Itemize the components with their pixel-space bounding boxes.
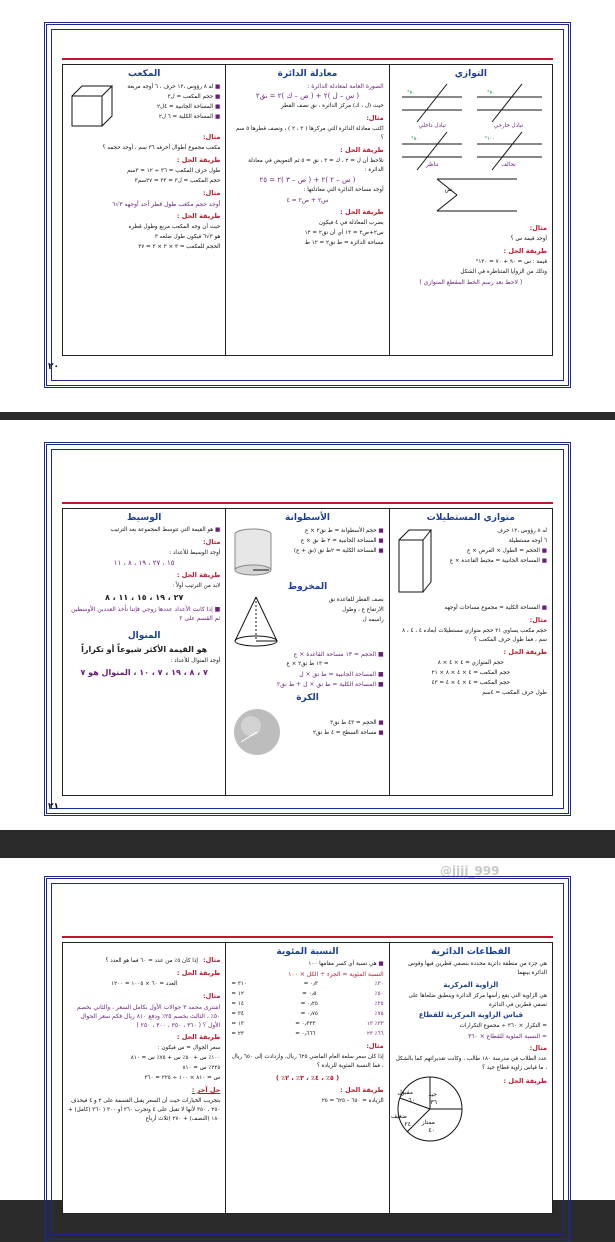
cone-figure: [231, 595, 281, 649]
property-line: ■ المساحة الكلية = ٦ ل٢: [116, 113, 220, 122]
property-line: ■ المساحة الجانبية = ط نق × ل: [231, 670, 383, 679]
example-text: عدد الطلاب في مدرسة ١٨٠ طالب ، وكانت تقديراتهم كما بالشكل ، ما قياس زاوية قطاع جيد ؟: [395, 1056, 547, 1071]
page-21: [0, 420, 615, 830]
example-text: إذا كان ٥٪ من عدد = ٦٠ فما هو العدد ؟: [105, 958, 198, 964]
page-number: ٢١: [48, 802, 59, 812]
definition: ■ هي نسبة أي كسر مقامها ١٠٠: [231, 960, 383, 969]
percent-row: [231, 990, 383, 999]
pie-label: مقبول: [397, 1089, 413, 1096]
svg-text:٧٠°: ٧٠°: [487, 90, 495, 96]
solution-label: طريقة الحل :: [176, 969, 221, 977]
example-text: اشترى محمد ٣ جوالات الأول بكامل السعر ، والثاني بخصم ٥٠٪ ، الثالث بخصم ٢٥٪ ودفع ٨١٠ ريال فكم سعر الجوال الأول ؟ ( ٣٦٠ ، ٣٥٠ ، ٣٠٠ ، ٢٥٠ ): [76, 1004, 221, 1029]
solution-line: حجم المكعب = ٤ × ٤ × ٨ × ٢١: [431, 670, 511, 676]
property-line: ■ الحجم = ١٣ مساحة القاعدة × ع: [231, 650, 383, 659]
example-label: مثال:: [202, 189, 221, 197]
mode-answer: ٧ ، ٨ ، ١٩ ، ٧ ، ١٠ ، المنوال هو ٧: [80, 668, 208, 677]
property-line: ■ مساحة السطح = ٤ ط نق٢: [283, 729, 383, 738]
total-area: ■ المساحة الكلية = مجموع مساحات أوجهه: [395, 604, 547, 613]
content-grid: [62, 64, 553, 356]
percent-cell: ١٤ =: [231, 1001, 244, 1007]
solution-line: لابد من الترتيب أولاً :: [172, 583, 221, 589]
solids-section: [225, 509, 388, 795]
percent-cell: ٥٠٪: [374, 991, 384, 997]
example-label: مثال:: [366, 114, 384, 122]
percent-cell: ١٢ =: [231, 991, 244, 997]
cube-section: [63, 65, 225, 355]
example-label: مثال:: [529, 1044, 547, 1052]
section-title: معادلة الدائرة: [277, 69, 338, 79]
definition: هي الزاوية التي يقع رأسها مركز الدائرة وينطبق ضلعاها على نصفي قطرين في الدائرة: [408, 993, 547, 1008]
example-text: إذا كان سعر سلعة العام الماضي ٦٢٥ ريال، وازدادت إلى ٦٥٠ ريال ، فما النسبة المئوية للزيادة ؟: [232, 1054, 384, 1069]
solution-line: ٢٢٥٪ س = ٨١٠: [182, 1065, 221, 1071]
options: ( ٥٪ ، ٤٪ ، ٣٪ ، ٢٪ ): [275, 1074, 340, 1082]
measure-title: قياس الزاوية المركزية للقطاع: [418, 1011, 523, 1019]
prism-figure: [395, 526, 435, 596]
example-label: مثال:: [529, 616, 547, 624]
solution-line: ١٠٠٪ س + ٥٠٪ س + ٧٥٪ س = ٨١٠: [130, 1055, 221, 1061]
example-text: أوجد المنوال للأعداد :: [170, 658, 221, 664]
solution-line: العدد = ٦٠ × ١٠٠٥ = ١٢٠٠: [111, 981, 178, 987]
solution-line: نلاحظ أن ل = ٢ ، ك = ٣ ، نق = ٥ ثم التعويض في معادلة الدائرة :: [248, 158, 384, 173]
example-label: مثال:: [202, 956, 221, 964]
example-text: أوجد حجم مكعب طول قطر أحد أوجهه ٣√٦: [112, 201, 221, 208]
mode-title: المنوال: [127, 631, 161, 641]
pie-label: ممتاز: [421, 1119, 435, 1126]
solution-label: طريقة الحل :: [176, 212, 221, 220]
percent-cell: ٢٥٪: [374, 1001, 384, 1007]
sectors-section: [389, 943, 552, 1213]
solution-line: هو ٣√٦ فيكون طول ضلعه ٣: [154, 234, 221, 240]
solution-line: بضرب المعادلة في ٤ فيكون: [318, 220, 384, 226]
percent-cell: ٣٤ =: [231, 1011, 244, 1017]
percent-cell: ٦٦٪ ٢٣: [366, 1031, 384, 1037]
property-line: ■ الحجم = ٤٣ ط نق٣: [283, 719, 383, 728]
prism-section: [389, 509, 552, 795]
percent-cell: ٠٫٢٥ =: [300, 1001, 318, 1007]
equation: س٢ + ص٢ = ٤: [286, 197, 329, 204]
example-text: أوجد قيمة س ؟: [510, 236, 547, 242]
circle-equation-section: [225, 65, 388, 355]
pie-value: ٦٠: [408, 1097, 415, 1104]
section-title: المكعب: [128, 69, 161, 79]
page-22: [0, 858, 615, 1200]
example-text: مكعب مجموع أطوال أحرفه ٣٦ سم ، أوجد حجمه ؟: [102, 145, 221, 151]
page-20: [0, 0, 615, 412]
percent-cell: ٠٫٣٣٣ =: [295, 1021, 316, 1027]
note-text: ■ إذا كانت الأعداد عددها زوجي فإننا نأخذ العددين الأوسطين ثم القسم على ٢: [68, 605, 220, 623]
svg-text:١٠٠°: ١٠٠°: [484, 136, 495, 142]
pie-value: ٣٦: [430, 1099, 437, 1106]
percent-cell: ٧٥٪: [374, 1011, 384, 1017]
solution-line: س٢+ص٢ = ١٢ أي أن نق٢ = ١٢: [304, 230, 384, 236]
example-label: مثال:: [202, 538, 221, 546]
percent-section: [225, 943, 388, 1213]
section-title: الوسيط: [127, 513, 162, 523]
property-line: ■ المساحة الكلية = ط نق × ل + ط نق٢: [231, 680, 383, 689]
percent-cell: ٣٠٪: [374, 981, 384, 987]
property-line: ■ المساحة الجانبية = ٤ل٢: [116, 103, 220, 112]
percent-cell: ٠٫٦٦٦ =: [295, 1031, 316, 1037]
property-line: له ٨ رؤوس ،١٢ حرف: [497, 528, 547, 534]
solution-line: حجم المتوازي = ٤ × ٤ × ٨: [437, 660, 504, 666]
pie-label: ضعيف: [390, 1113, 407, 1120]
content-grid: [62, 942, 553, 1214]
solution-label: طريقة الحل :: [340, 1086, 384, 1094]
central-angle-title: الزاوية المركزية: [443, 981, 499, 989]
pie-value: ٢٤: [404, 1121, 411, 1128]
median-section: [63, 509, 225, 795]
page-number: ٢٠: [48, 362, 59, 372]
solution-line: الزيادة = ٦٥٠ – ٦٢٥ = ٢٥: [321, 1098, 384, 1104]
solution-line: ٢٧ ، ١٩ ، ١٥ ، ١١ ، ٨: [104, 593, 184, 602]
solution-label: طريقة الحل :: [340, 208, 384, 216]
equation: ( س – ل )٢ + ( ص – ك )٢ = نق٢: [255, 92, 360, 100]
definition: ■ هو القيمة التي تتوسط المجموعة بعد الترتيب: [68, 526, 220, 535]
property-line: ■ المساحة الكلية = ٢ط نق (نق + ع): [275, 547, 383, 556]
section-title: متوازي المستطيلات: [426, 513, 515, 523]
solution-line: قيمة : س = ٩٠ + ٧٠ = ١٣٠°: [475, 259, 547, 265]
example-text: حجم مكعب يساوي ٢١ حجم متوازي مستطيلات أبعاده ٤ ، ٤ ، ٨ سم ، فما طول حرف المكعب ؟: [402, 628, 547, 643]
property-line: الارتفاع ع ، وطول: [342, 607, 384, 613]
property-line: ٦ أوجه مستطيلة: [508, 538, 547, 544]
property-line: = ١٣ ط نق٢ × ع: [286, 661, 329, 667]
header-rule: [62, 502, 553, 504]
solution-line: حيث أن وجه المكعب مربع وطول قطره: [128, 224, 221, 230]
alt-solution: بتجريب الخيارات حيث أن السعر يقبل القسمة على ٢ و ٤ فيحذف ٢٥٠ ، ٣٥٠ لأنها لا تقبل على ٤ وتجرب ٣٦٠ أو ٣٠٠ ( ٣٦٠ (كامل) + ١٨٠ (النصف) + ٢٧٠ (ثلاث أرباع: [68, 1098, 221, 1122]
pie-value: ٤٠: [428, 1127, 435, 1134]
percent-row: [231, 1010, 383, 1019]
info-line: الصورة العامة لمعادلة الدائرة :: [307, 83, 384, 90]
solution-line: الحجم للمكعب = ٣ × ٣ × ٣ = ٢٧: [138, 244, 221, 250]
example-text: أوجد الوسيط للأعداد :: [169, 550, 221, 556]
solution-line: طول حرف المكعب = ٣٦ ÷ ١٢ = ٣سم: [127, 168, 221, 174]
example-label: مثال:: [529, 224, 547, 232]
percent-table: [231, 980, 383, 1039]
percent-row: [231, 1020, 383, 1029]
solution-line: وذلك من الزوايا المتناظرة في الشكل: [460, 269, 547, 275]
solution-label: طريقة الحل :: [176, 1033, 221, 1041]
property-line: ■ المساحة الجانبية = محيط القاعدة × ع: [435, 557, 547, 566]
svg-text:٨٠°: ٨٠°: [411, 136, 419, 142]
percent-examples-section: [63, 943, 225, 1213]
cone-title: المخروط: [287, 582, 328, 592]
example-label: مثال:: [366, 1042, 384, 1050]
percent-cell: ٢٣ =: [231, 1031, 244, 1037]
sphere-figure: [231, 706, 283, 758]
formula: = النسبة المئوية للقطاع × ٣٦٠: [468, 1033, 547, 1040]
formula: = التكرار × ٣٦٠ ÷ مجموع التكرارات: [459, 1023, 547, 1029]
property-line: ■ له ٨ رؤوس ،١٢ حرف ، ٦ أوجه مربعة: [116, 83, 220, 92]
solution-line: ( س – ٢ )٢ + ( ص – ٣ )٢ = ٢٥: [259, 176, 356, 184]
property-line: ■ الحجم = الطول × العرض × ع: [435, 547, 547, 556]
property-line: نصف القطر للقاعدة نق: [328, 597, 384, 603]
angle-example-diagram: [397, 171, 547, 221]
percent-cell: ٣١٠ =: [231, 981, 247, 987]
content-grid: [62, 508, 553, 796]
solution-line: مساحة الدائرة = ط نق٢ = ١٢ ط: [304, 240, 384, 246]
section-title: الأسطوانة: [285, 513, 330, 523]
solution-label: طريقة الحل :: [503, 648, 547, 656]
percent-row: [231, 1000, 383, 1009]
definition: هي جزء من منطقة دائرية محددة بنصفي قطرين فيها وقوس الدائرة بينهما: [408, 961, 547, 976]
alt-ext-label: تبادل خارجي: [493, 123, 524, 129]
solution-label: طريقة الحل :: [176, 571, 221, 579]
header-rule: [62, 58, 553, 60]
section-title: القطاعات الدائرية: [431, 947, 511, 957]
solution-label: طريقة الحل :: [503, 247, 547, 255]
solution-label: طريقة الحل :: [340, 146, 384, 154]
watermark: @jjjj_999: [440, 864, 500, 878]
example-label: مثال:: [202, 133, 221, 141]
property-line: ■ المساحة الجانبية = ٢ ط نق × ع: [275, 537, 383, 546]
property-line: راسمه ل: [362, 617, 384, 623]
percent-cell: ٠٫٧٥ =: [300, 1011, 318, 1017]
section-title: التوازي: [454, 69, 487, 79]
numbers: ١٥ ، ٢٧ ، ١٩ ، ٨ ، ١١: [113, 559, 175, 567]
percent-cell: ٣٣٪ ١٣: [366, 1021, 384, 1027]
percent-row: [231, 1030, 383, 1039]
property-line: ■ حجم الأسطوانة = ط نق٢ × ع: [275, 527, 383, 536]
percent-cell: ٠٫٣ =: [303, 981, 318, 987]
svg-text:س: س: [444, 186, 452, 193]
property-line: ■ حجم المكعب = ل٣: [116, 93, 220, 102]
info-line: حيث (ل ، ك) مركز الدائرة ، نق نصف القطر: [281, 103, 384, 109]
solution-line: حجم المكعب = ل٣ = ٣٣ = ٢٧سم٣: [134, 178, 221, 184]
parallel-section: [389, 65, 552, 355]
percent-cell: ٠٫٥ =: [302, 991, 317, 997]
example-label: مثال:: [202, 992, 221, 1000]
solution-line: سعر الجوال = س فيكون :: [157, 1045, 221, 1051]
solution-line: س = ٨١٠ × ١٠٠ ÷ ٢٢٥ = ٣٦٠: [144, 1075, 221, 1081]
sphere-title: الكرة: [296, 693, 319, 703]
mode-definition: هو القيمة الأكثر شيوعاً أو تكراراً: [81, 645, 208, 654]
percent-row: [231, 980, 383, 989]
corresponding-label: تناظر: [426, 162, 439, 168]
co-interior-label: تحالف: [501, 162, 516, 168]
cylinder-figure: [231, 526, 275, 578]
cube-figure: [68, 82, 116, 130]
alt-solution-label: حل آخر :: [191, 1086, 221, 1094]
note-text: ( لاحظ بعد رسم الخط المقطع المتوازي ): [419, 279, 523, 286]
formula: النسبة المئوية = الجزء ÷ الكل × ١٠٠: [288, 971, 384, 978]
alt-int-label: تبادل داخلي: [418, 123, 446, 129]
solution-label: طريقة الحل :: [176, 156, 221, 164]
solution-label: طريقة الحل :: [503, 1077, 547, 1085]
solution-line: طول حرف المكعب = ٤سم: [482, 690, 547, 696]
svg-text:٧٠°: ٧٠°: [407, 90, 415, 96]
header-rule: [62, 936, 553, 938]
pie-label: جيد: [428, 1091, 437, 1098]
example-text: أوجد مساحة الدائرة التي معادلتها :: [303, 187, 384, 193]
pie-figure: [390, 1074, 465, 1144]
section-title: النسبة المئوية: [276, 947, 339, 957]
example-text: اكتب معادلة الدائرة التي مركزها ( ٣ ، ٢ ) ، ونصف قطرها ٥ سم ؟: [236, 126, 384, 141]
solution-line: حجم المكعب = ٤ × ٤ × ٤ = ٤٣: [431, 680, 511, 686]
percent-cell: ١٣ =: [231, 1021, 244, 1027]
